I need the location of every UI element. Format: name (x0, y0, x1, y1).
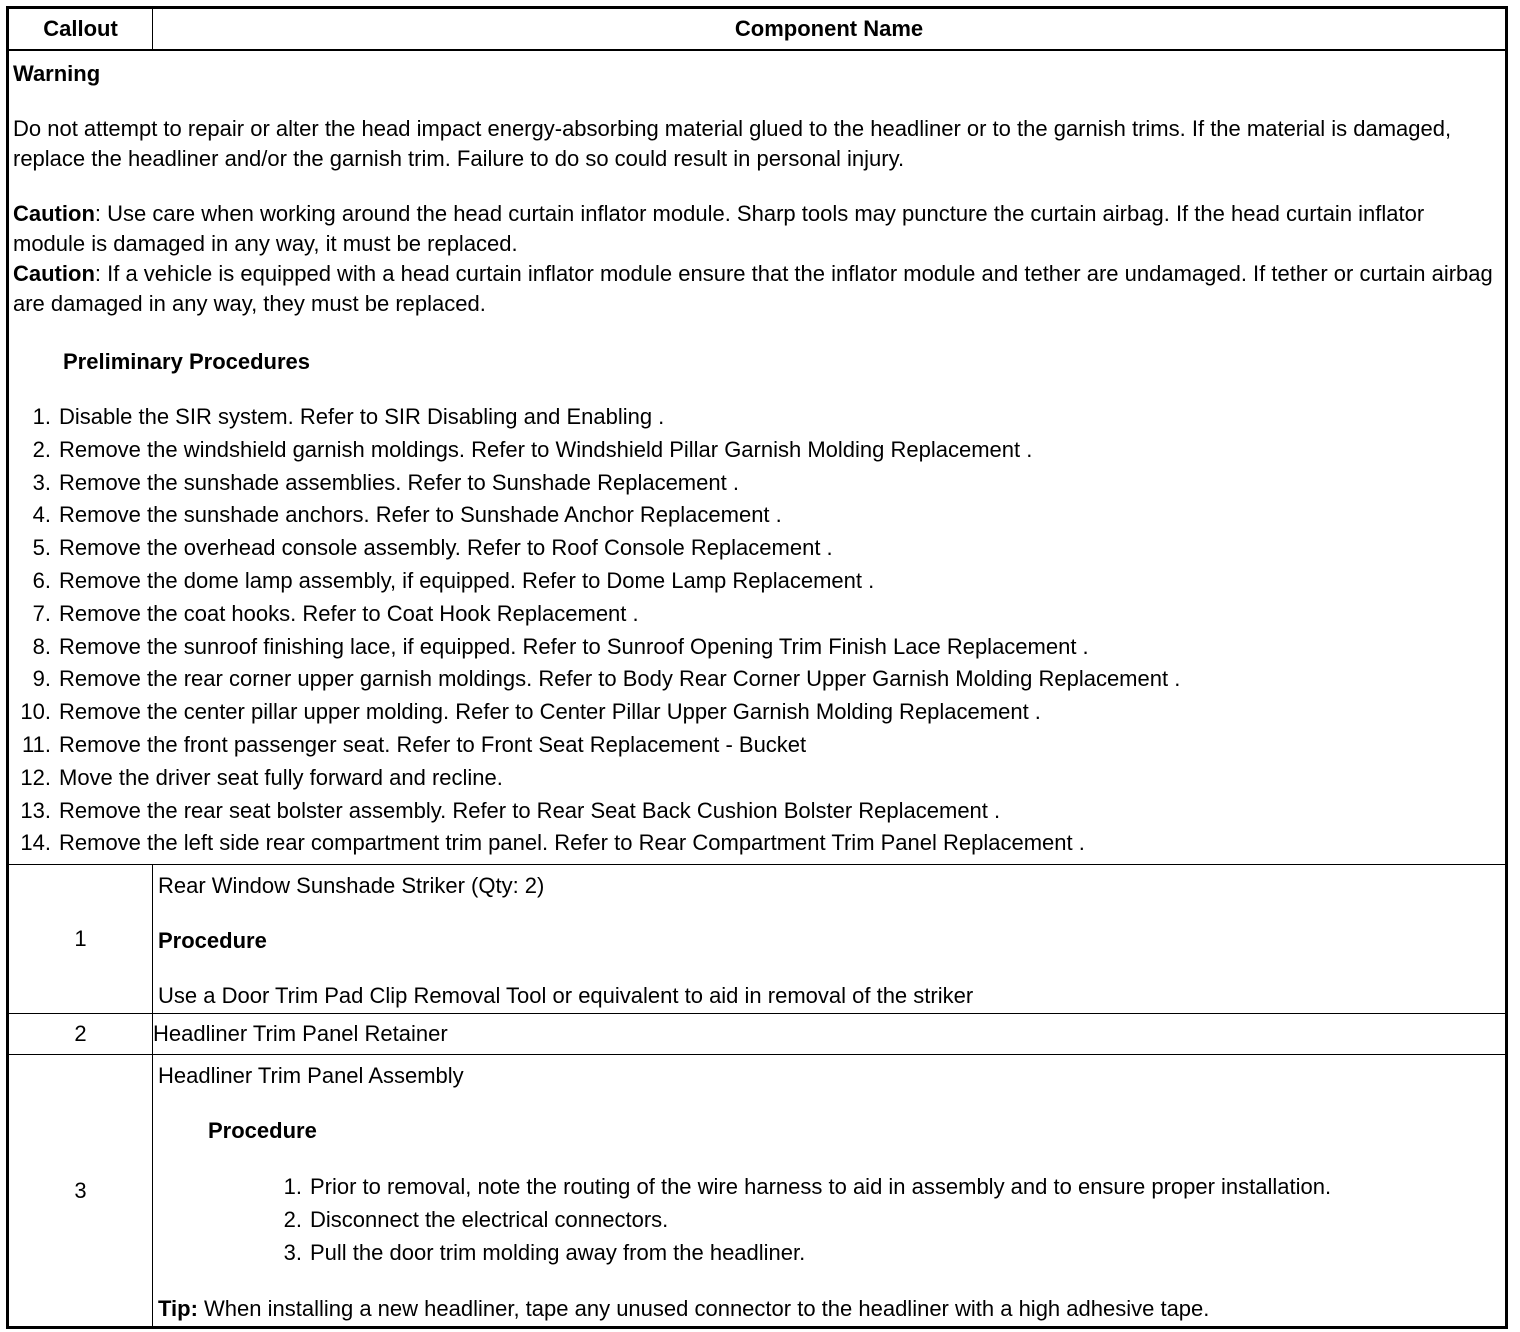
list-item (13, 401, 1501, 434)
list-item (13, 795, 1501, 828)
step-text: Remove the rear seat bolster assembly. Refer to Rear Seat Back Cushion Bolster Replacement . (59, 797, 1001, 823)
list-item (13, 499, 1501, 532)
step-text: Remove the sunshade anchors. Refer to Sunshade Anchor Replacement . (59, 502, 782, 528)
component-cell (153, 1055, 1507, 1328)
preliminary-procedures-title: Preliminary Procedures (63, 349, 311, 374)
tip-label: Tip: (158, 1296, 198, 1322)
caution-1-text: : Use care when working around the head curtain inflator module. Sharp tools may puncture the curtain airbag. If the head curtain inflator module is damaged in any way, it must be replaced. (13, 201, 1425, 256)
warning-text: Do not attempt to repair or alter the head impact energy-absorbing material glued to the headliner or to the garnish trims. If the material is damaged, replace the headliner and/or the garnish trim. Failure to do so could result in personal injury. (13, 116, 1452, 171)
procedure-label: Procedure (158, 928, 267, 954)
component-name: Headliner Trim Panel Retainer (153, 1014, 1507, 1055)
callout-number: 3 (8, 1055, 153, 1328)
step-number: 14. (20, 830, 51, 856)
step-number: 3. (283, 1240, 302, 1266)
list-item (158, 1236, 1500, 1269)
list-item (13, 729, 1501, 762)
preliminary-steps-list (13, 401, 1501, 860)
warning-title: Warning (13, 61, 101, 86)
step-number: 12. (20, 764, 51, 790)
step-text: Disable the SIR system. Refer to SIR Disabling and Enabling . (59, 404, 665, 429)
step-text: Remove the left side rear compartment trim panel. Refer to Rear Compartment Trim Panel Replacement . (59, 830, 1085, 856)
procedure-text: Use a Door Trim Pad Clip Removal Tool or equivalent to aid in removal of the striker (158, 983, 974, 1009)
callout-row-2 (8, 1014, 1507, 1055)
step-text: Remove the sunroof finishing lace, if equipped. Refer to Sunroof Opening Trim Finish Lace Replacement . (59, 633, 1089, 659)
procedure-label: Procedure (208, 1118, 317, 1144)
callout-number: 2 (8, 1014, 153, 1055)
step-number: 4. (32, 502, 51, 528)
list-item (13, 827, 1501, 860)
callout-number: 1 (8, 865, 153, 1014)
step-text: Remove the overhead console assembly. Refer to Roof Console Replacement . (59, 535, 833, 561)
step-number: 5. (32, 535, 51, 561)
list-item (13, 598, 1501, 631)
procedure-table (6, 6, 1508, 1329)
component-cell (153, 865, 1507, 1014)
list-item (13, 434, 1501, 467)
list-item (13, 762, 1501, 795)
intro-row (8, 50, 1507, 865)
header-component-name: Component Name (153, 8, 1507, 51)
step-number: 9. (32, 666, 51, 692)
list-item (13, 696, 1501, 729)
caution-2 (13, 259, 1501, 319)
list-item (13, 467, 1501, 500)
list-item (13, 532, 1501, 565)
component-name: Rear Window Sunshade Striker (Qty: 2) (158, 873, 545, 899)
step-number: 6. (32, 567, 51, 593)
caution-label: Caution (13, 201, 95, 226)
step-number: 1. (32, 404, 51, 429)
step-text: Remove the front passenger seat. Refer to Front Seat Replacement - Bucket (59, 731, 807, 757)
step-text: Pull the door trim molding away from the headliner. (310, 1240, 806, 1266)
step-number: 1. (283, 1174, 302, 1200)
step-text: Remove the windshield garnish moldings. Refer to Windshield Pillar Garnish Molding Replacement . (59, 436, 1033, 462)
tip-text: When installing a new headliner, tape any unused connector to the headliner with a high adhesive tape. (197, 1296, 1210, 1322)
step-text: Remove the center pillar upper molding. Refer to Center Pillar Upper Garnish Molding Replacement . (59, 699, 1041, 725)
step-text: Prior to removal, note the routing of the wire harness to aid in assembly and to ensure proper installation. (310, 1174, 1332, 1200)
step-number: 7. (32, 600, 51, 626)
step-number: 13. (20, 797, 51, 823)
list-item (158, 1170, 1500, 1203)
procedure-steps-list (50, 1170, 1500, 1269)
step-text: Disconnect the electrical connectors. (310, 1207, 669, 1233)
callout-row-3 (8, 1055, 1507, 1328)
step-text: Remove the sunshade assemblies. Refer to Sunshade Replacement . (59, 469, 739, 495)
step-number: 8. (32, 633, 51, 659)
list-item (13, 663, 1501, 696)
table-header-row (8, 8, 1507, 51)
caution-1 (13, 199, 1501, 259)
step-number: 11. (22, 731, 51, 757)
callout-row-1 (8, 865, 1507, 1014)
caution-label: Caution (13, 261, 95, 286)
step-number: 10. (20, 699, 51, 725)
step-text: Remove the rear corner upper garnish moldings. Refer to Body Rear Corner Upper Garnish Molding Replacement . (59, 666, 1181, 692)
tip (158, 1294, 1500, 1324)
caution-2-text: : If a vehicle is equipped with a head curtain inflator module ensure that the inflator module and tether are undamaged. If tether or curtain airbag are damaged in any way, they must be replaced. (13, 261, 1493, 316)
header-callout: Callout (8, 8, 153, 51)
list-item (13, 631, 1501, 664)
step-number: 3. (32, 469, 51, 495)
step-text: Remove the dome lamp assembly, if equipped. Refer to Dome Lamp Replacement . (59, 567, 875, 593)
intro-cell (8, 50, 1507, 865)
step-text: Move the driver seat fully forward and recline. (59, 764, 503, 790)
step-number: 2. (283, 1207, 302, 1233)
step-text: Remove the coat hooks. Refer to Coat Hook Replacement . (59, 600, 639, 626)
step-number: 2. (32, 436, 51, 462)
component-name: Headliner Trim Panel Assembly (158, 1063, 464, 1089)
list-item (158, 1203, 1500, 1236)
list-item (13, 565, 1501, 598)
